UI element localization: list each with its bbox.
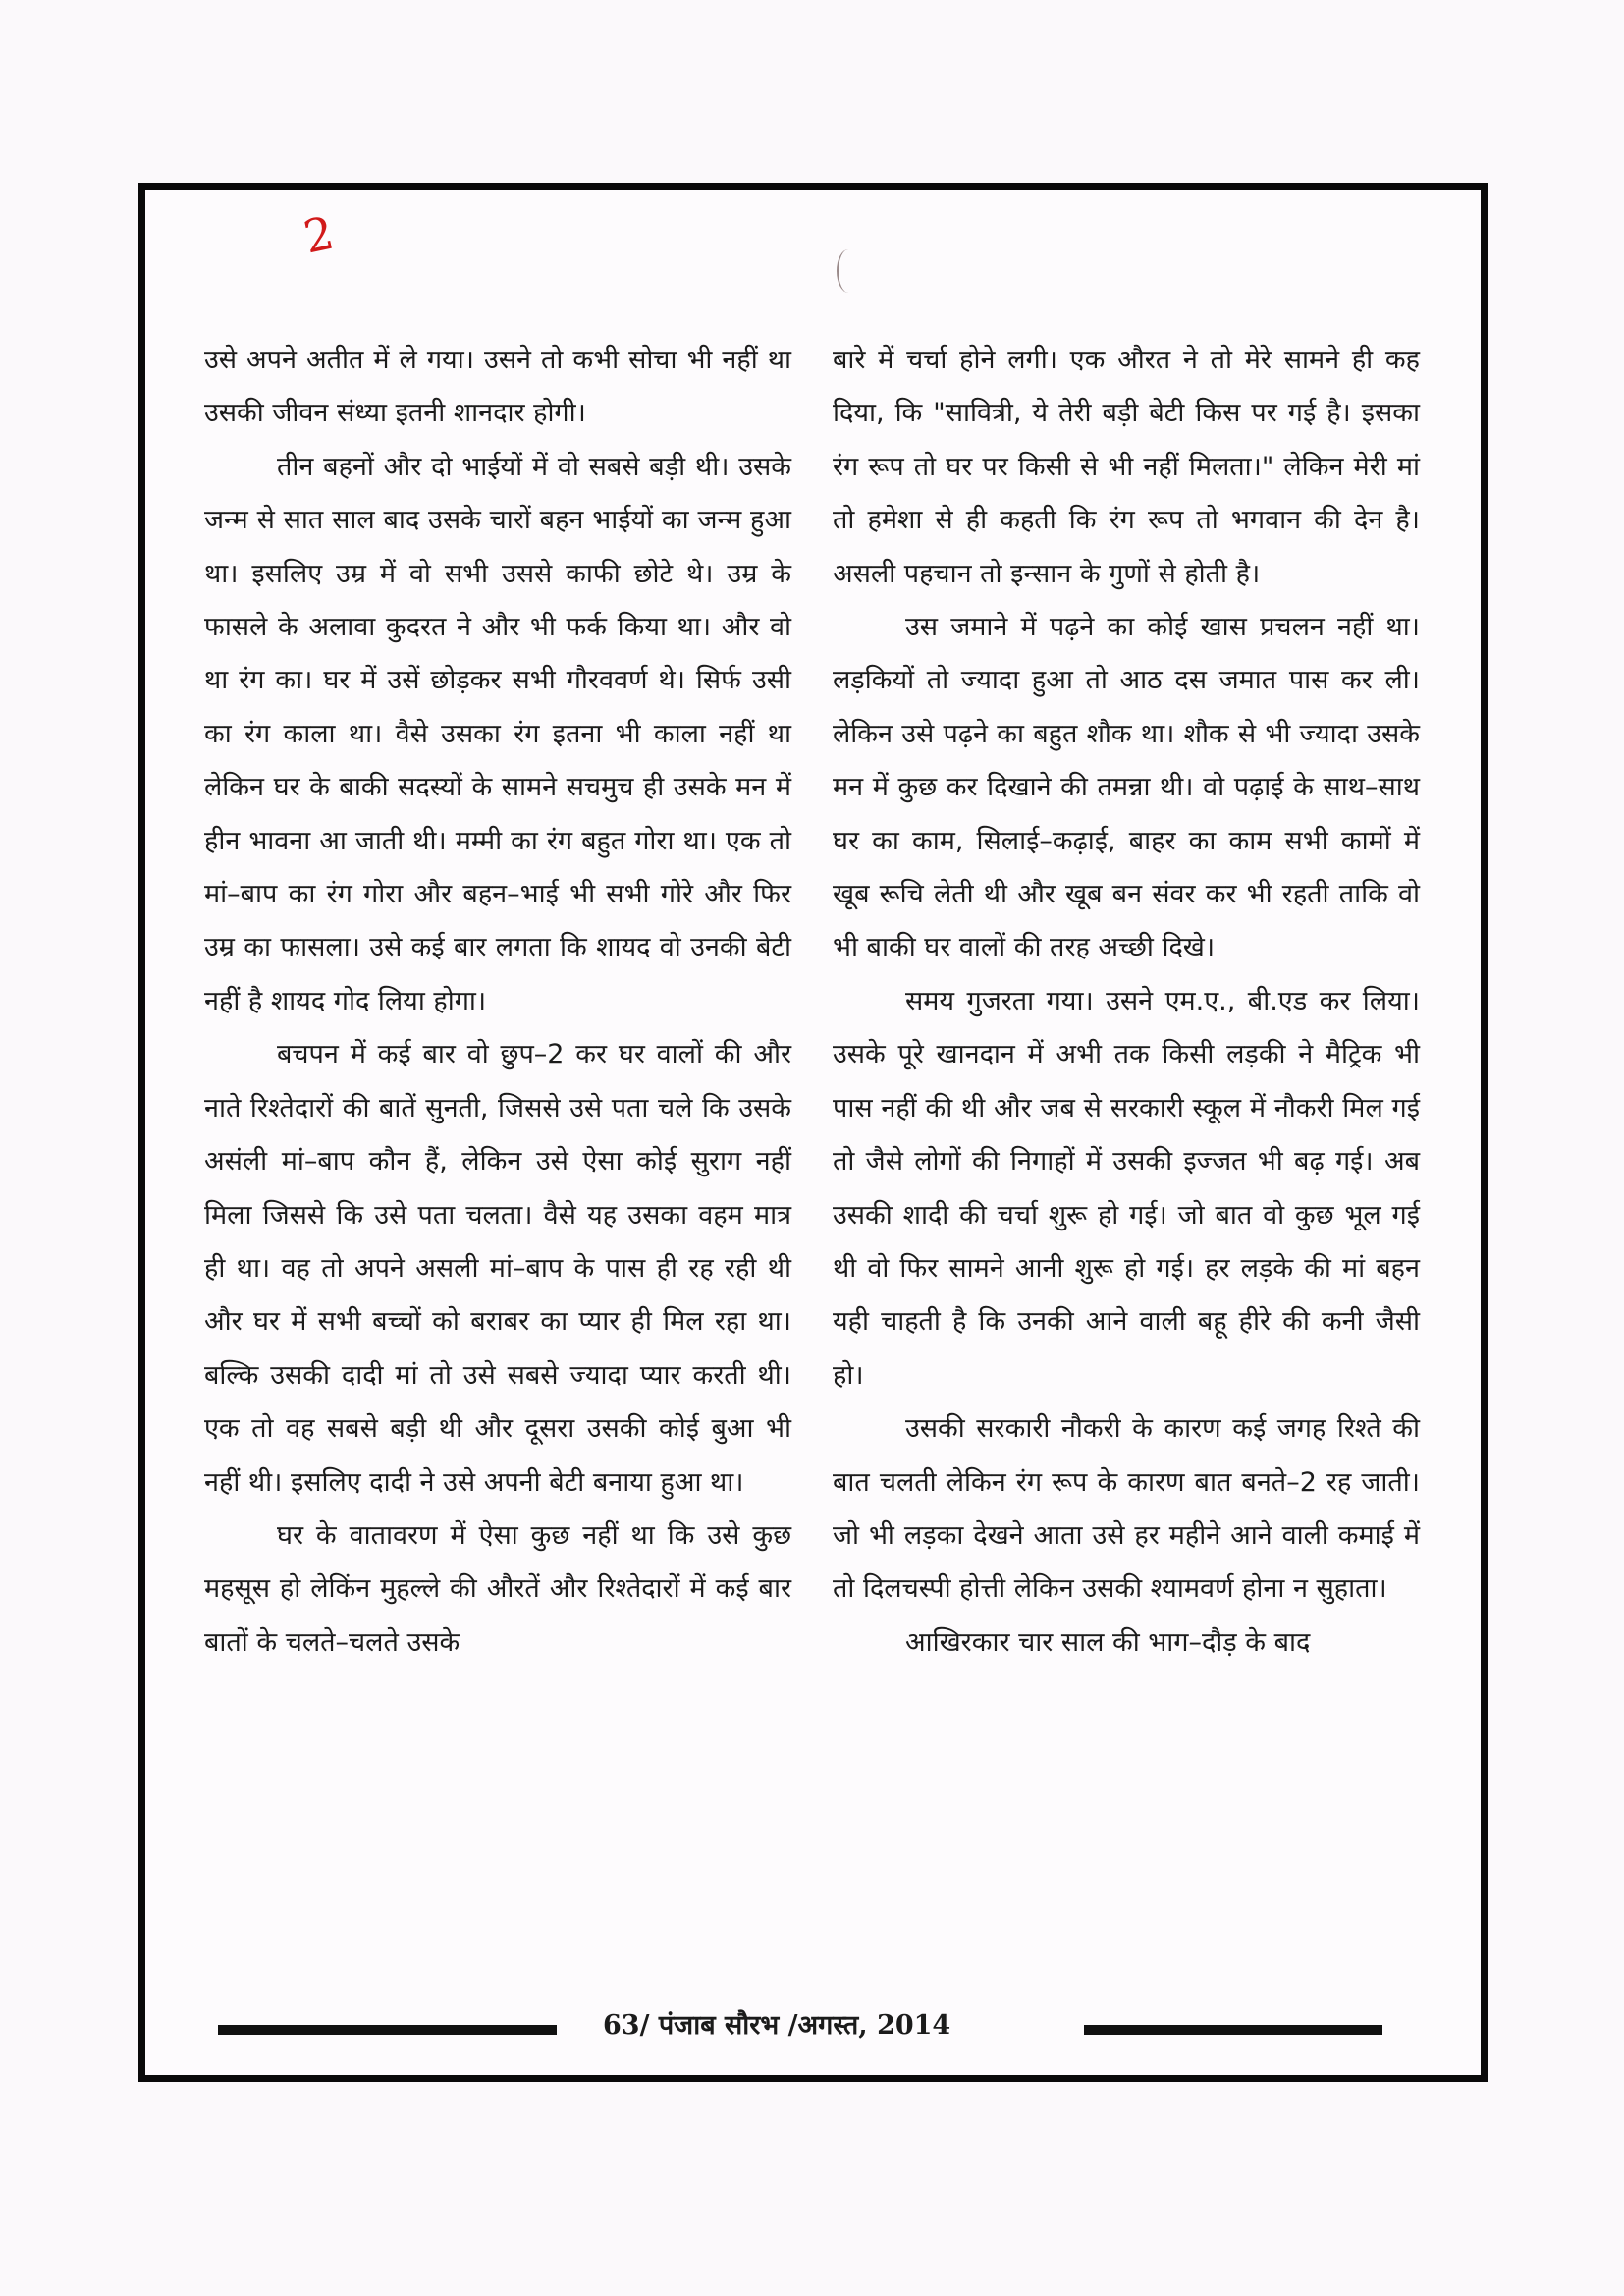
pencil-mark xyxy=(837,249,860,293)
folio-text: 63/ पंजाब सौरभ /अगस्त, 2014 xyxy=(603,2010,951,2041)
handwritten-page-mark: 2 xyxy=(298,205,339,264)
paragraph: बचपन में कई बार वो छुप–2 कर घर वालों की और नाते रिश्तेदारों की बातें सुनती, जिससे उसे पता चले कि उसके असंली मां–बाप कौन हैं, लेकिन उसे ऐसा कोई सुराग नहीं मिला जिससे कि उसे पता चलता। वैसे यह उसका वहम मात्र ही था। वह तो अपने असली मां–बाप के पास ही रह रही थी और घर में सभी बच्चों को बराबर का प्यार ही मिल रहा था। बल्कि उसकी दादी मां तो उसे सबसे ज्यादा प्यार करती थी। एक तो वह सबसे बड़ी थी और दूसरा उसकी कोई बुआ भी नहीं थी। इसलिए दादी ने उसे अपनी बेटी बनाया हुआ था। xyxy=(204,1039,791,1498)
footer-rule-left xyxy=(218,2025,557,2035)
paragraph: आखिरकार चार साल की भाग–दौड़ के बाद xyxy=(905,1626,1311,1658)
paragraph: उसे अपने अतीत में ले गया। उसने तो कभी सोचा भी नहीं था उसकी जीवन संध्या इतनी शानदार होगी। xyxy=(204,345,791,429)
paragraph: उस जमाने में पढ़ने का कोई खास प्रचलन नहीं था। लड़कियों तो ज्यादा हुआ तो आठ दस जमात पास कर ली। लेकिन उसे पढ़ने का बहुत शौक था। शौक से भी ज्यादा उसके मन में कुछ कर दिखाने की तमन्ना थी। वो पढ़ाई के साथ–साथ घर का काम, सिलाई–कढ़ाई, बाहर का काम सभी कामों में खूब रूचि लेती थी और खूब बन संवर कर भी रहती ताकि वो भी बाकी घर वालों की तरह अच्छी दिखे। xyxy=(833,612,1420,963)
right-column xyxy=(833,334,1420,1669)
left-column xyxy=(204,334,791,1669)
footer-rule-right xyxy=(1084,2025,1382,2035)
paragraph: घर के वातावरण में ऐसा कुछ नहीं था कि उसे कुछ महसूस हो लेकिंन मुहल्ले की औरतें और रिश्तेदारों में कई बार बातों के चलते–चलते उसके xyxy=(204,1519,791,1658)
paragraph: समय गुजरता गया। उसने एम.ए., बी.एड कर लिया। उसके पूरे खानदान में अभी तक किसी लड़की ने मैट्रिक भी पास नहीं की थी और जब से सरकारी स्कूल में नौकरी मिल गई तो जैसे लोगों की निगाहों में उसकी इज्जत भी बढ़ गई। अब उसकी शादी की चर्चा शुरू हो गई। जो बात वो कुछ भूल गई थी वो फिर सामने आनी शुरू हो गई। हर लड़के की मां बहन यही चाहती है कि उनकी आने वाली बहू हीरे की कनी जैसी हो। xyxy=(833,985,1420,1391)
paragraph: तीन बहनों और दो भाईयों में वो सबसे बड़ी थी। उसके जन्म से सात साल बाद उसके चारों बहन भाईयों का जन्म हुआ था। इसलिए उम्र में वो सभी उससे काफी छोटे थे। उम्र के फासले के अलावा कुदरत ने और भी फर्क किया था। और वो था रंग का। घर में उसें छोड़कर सभी गौरववर्ण थे। सिर्फ उसी का रंग काला था। वैसे उसका रंग इतना भी काला नहीं था लेकिन घर के बाकी सदस्यों के सामने सचमुच ही उसके मन में हीन भावना आ जाती थी। मम्मी का रंग बहुत गोरा था। एक तो मां–बाप का रंग गोरा और बहन–भाई भी सभी गोरे और फिर उम्र का फासला। उसे कई बार लगता कि शायद वो उनकी बेटी नहीं है शायद गोद लिया होगा। xyxy=(204,451,791,1016)
paragraph: उसकी सरकारी नौकरी के कारण कई जगह रिश्ते की बात चलती लेकिन रंग रूप के कारण बात बनते–2 रह जाती। जो भी लड़का देखने आता उसे हर महीने आने वाली कमाई में तो दिलचस्पी होत्ती लेकिन उसकी श्यामवर्ण होना न सुहाता। xyxy=(833,1413,1420,1605)
paragraph: बारे में चर्चा होने लगी। एक औरत ने तो मेरे सामने ही कह दिया, कि "सावित्री, ये तेरी बड़ी बेटी किस पर गई है। इसका रंग रूप तो घर पर किसी से भी नहीं मिलता।" लेकिन मेरी मां तो हमेशा से ही कहती कि रंग रूप तो भगवान की देन है। असली पहचान तो इन्सान के गुणों से होती है। xyxy=(833,345,1420,589)
page-footer xyxy=(218,2005,1382,2045)
